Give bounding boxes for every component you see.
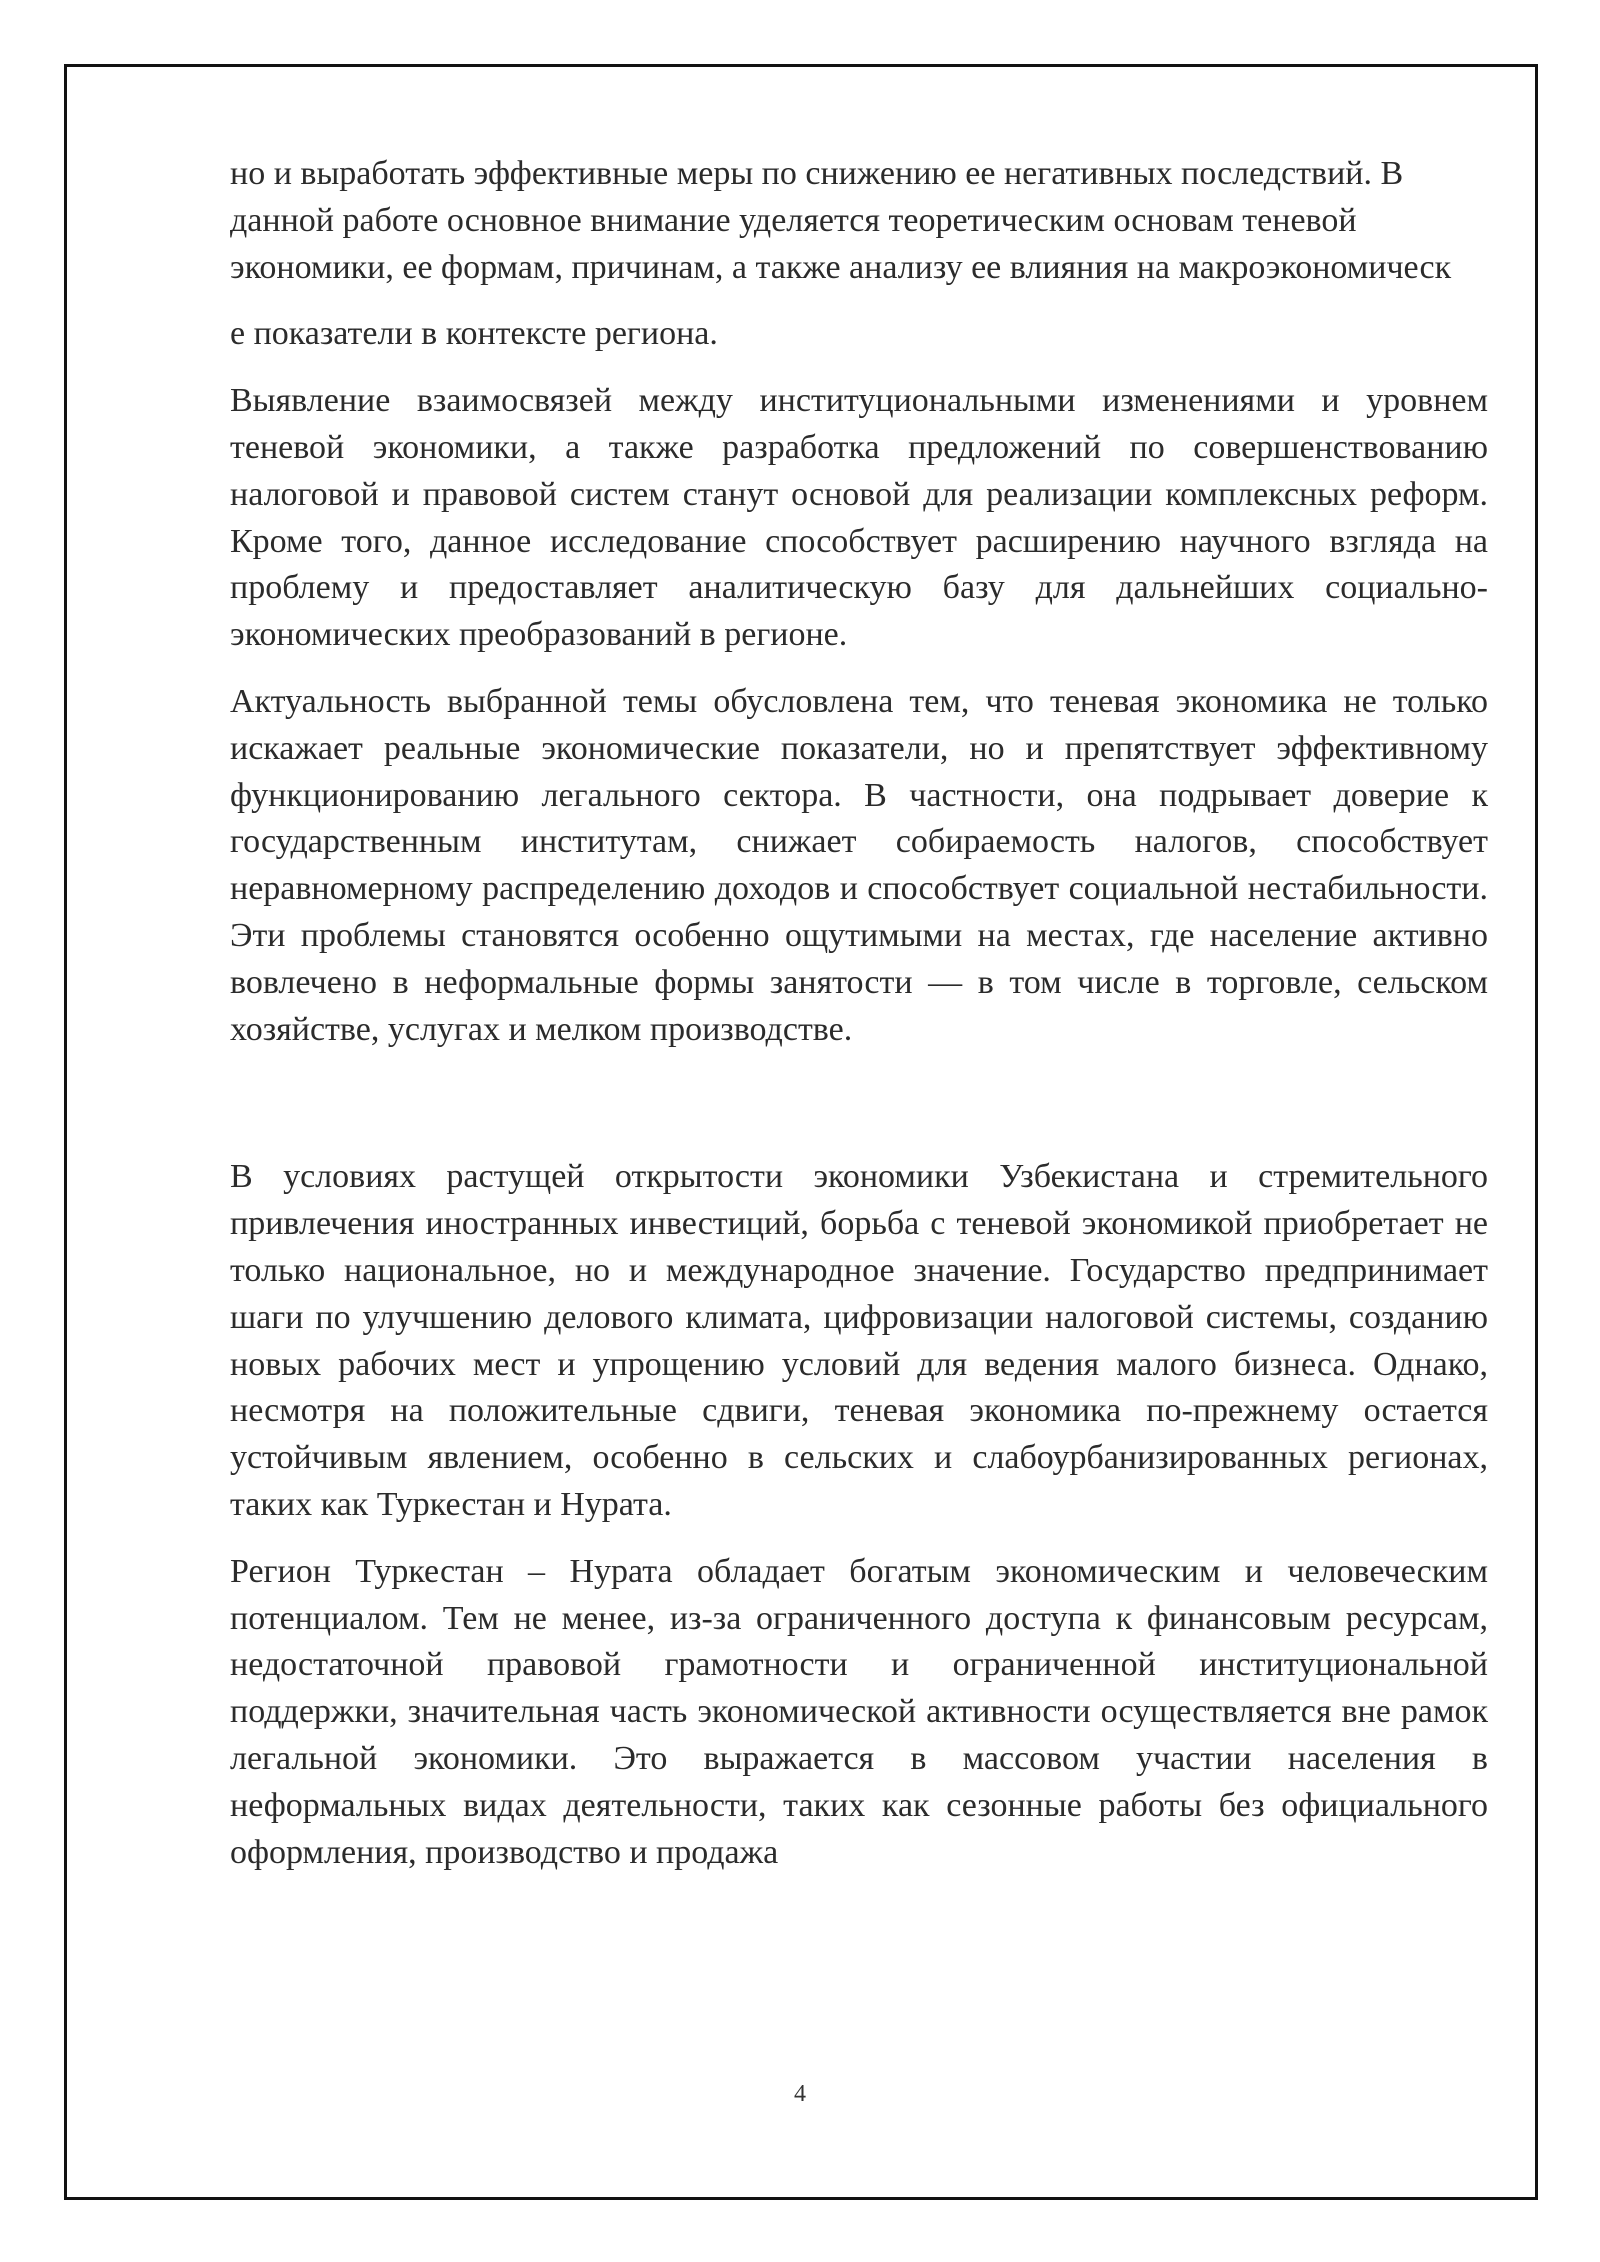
- paragraph-1: но и выработать эффективные меры по снижению ее негативных последствий. В данной работе основное внимание уделяется теоретическим основам теневой экономики, ее формам, причинам, а также анализу ее влияния на макроэкономическ: [230, 155, 1452, 286]
- paragraph-2: е показатели в контексте региона.: [230, 315, 718, 353]
- document-body: [230, 151, 1488, 1876]
- page-number: 4: [794, 2081, 806, 2107]
- paragraph-4: Актуальность выбранной темы обусловлена тем, что теневая экономика не только искажает реальные экономические показатели, но и препятствует эффективному функционированию легального сектора. В частности, она подрывает доверие к государственным институтам, снижает собираемость налогов, способствует неравномерному распределению доходов и способствует социальной нестабильности. Эти проблемы становятся особенно ощутимыми на местах, где население активно вовлечено в неформальные формы занятости — в том числе в торговле, сельском хозяйстве, услугах и мелком производстве.: [230, 682, 1488, 1048]
- paragraph-6: Регион Туркестан – Нурата обладает богатым экономическим и человеческим потенциалом. Тем не менее, из-за ограниченного доступа к финансовым ресурсам, недостаточной правовой грамотности и ограниченной институциональной поддержки, значительная часть экономической активности осуществляется вне рамок легальной экономики. Это выражается в массовом участии населения в неформальных видах деятельности, таких как сезонные работы без официального оформления, производство и продажа: [230, 1552, 1488, 1871]
- paragraph-3: Выявление взаимосвязей между институциональными изменениями и уровнем теневой экономики, а также разработка предложений по совершенствованию налоговой и правовой систем станут основой для реализации комплексных реформ. Кроме того, данное исследование способствует расширению научного взгляда на проблему и предоставляет аналитическую базу для дальнейших социально-экономических преобразований в регионе.: [230, 382, 1488, 654]
- paragraph-5: В условиях растущей открытости экономики Узбекистана и стремительного привлечения иностранных инвестиций, борьба с теневой экономикой приобретает не только национальное, но и международное значение. Государство предпринимает шаги по улучшению делового климата, цифровизации налоговой системы, созданию новых рабочих мест и упрощению условий для ведения малого бизнеса. Однако, несмотря на положительные сдвиги, теневая экономика по-прежнему остается устойчивым явлением, особенно в сельских и слабоурбанизированных регионах, таких как Туркестан и Нурата.: [230, 1158, 1488, 1523]
